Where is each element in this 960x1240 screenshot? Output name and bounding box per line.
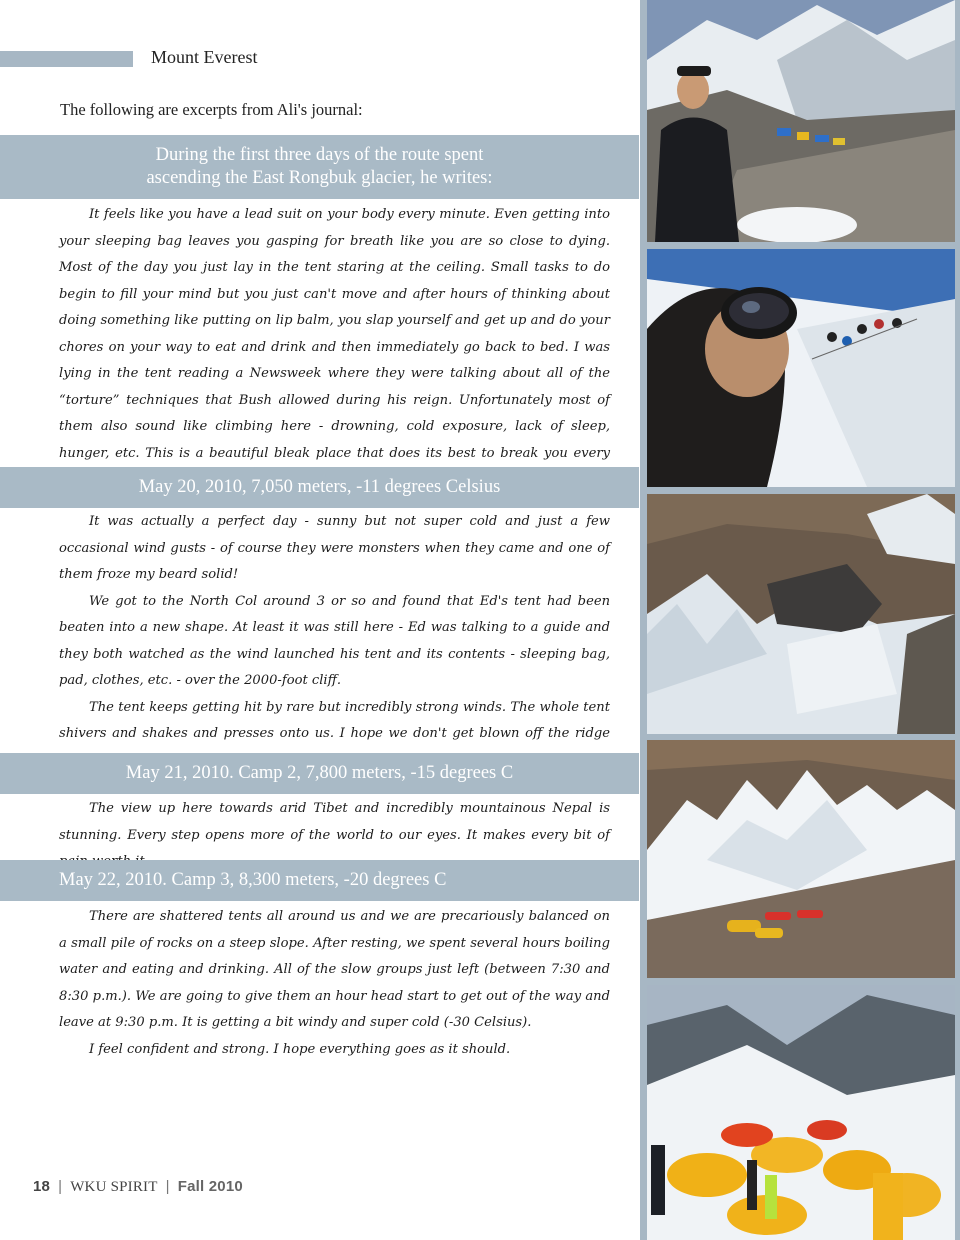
entry-paragraph: It was actually a perfect day - sunny but not super cold and just a few occasional wind gusts - of course they were monsters when they came and one of them froze my beard solid! <box>59 514 610 582</box>
photo-ice-penitentes <box>647 740 955 978</box>
journal-entry-4 <box>59 904 610 1063</box>
section-accent-bar <box>0 51 133 67</box>
entry-heading-2: May 20, 2010, 7,050 meters, -11 degrees Celsius <box>0 467 639 508</box>
photo-high-camp-tents <box>647 985 955 1240</box>
entry-paragraph: The tent keeps getting hit by rare but incredibly strong winds. The whole tent shivers and shakes and presses onto us. I hope we don't get blown off the ridge <box>59 699 610 741</box>
entry-heading-3: May 21, 2010. Camp 2, 7,800 meters, -15 degrees C <box>0 753 639 794</box>
issue-label: Fall 2010 <box>177 1178 243 1195</box>
page-number: 18 <box>33 1178 51 1195</box>
photo-climber-goggles <box>647 249 955 487</box>
footer-separator: | <box>165 1178 170 1195</box>
entry-paragraph: There are shattered tents all around us and we are precariously balanced on a small pile of rocks on a steep slope. After resting, we spent several hours boiling water and eating and drinking. All of the slow groups just left (between 7:30 and 8:30 p.m.). We are going to give them an hour head start to get out of the way and leave at 9:30 p.m. It is getting a bit windy and super cold (-30 Celsius). <box>59 909 610 1030</box>
journal-entry-2 <box>59 509 610 774</box>
entry-paragraph: We got to the North Col around 3 or so and found that Ed's tent had been beaten into a new shape. At least it was still here - Ed was talking to a guide and they both watched as the wind launched his tent and its contents - sleeping bag, pad, clothes, etc. - over the 2000-foot cliff. <box>59 593 610 688</box>
footer-separator: | <box>58 1178 63 1195</box>
magazine-name: WKU SPIRIT <box>70 1179 158 1195</box>
photo-climber-base-camp <box>647 0 955 242</box>
intro-text: The following are excerpts from Ali's journal: <box>60 100 363 119</box>
journal-entry-1 <box>59 202 610 494</box>
section-label: Mount Everest <box>151 47 258 67</box>
entry-heading-1-line-1: During the first three days of the route spent <box>155 145 484 165</box>
photo-glacier-boulder <box>647 494 955 734</box>
entry-heading-4: May 22, 2010. Camp 3, 8,300 meters, -20 degrees C <box>0 860 639 901</box>
entry-heading-1 <box>0 135 639 199</box>
entry-paragraph: The view up here towards arid Tibet and incredibly mountainous Nepal is stunning. Every step opens more of the world to our eyes. It makes every bit of <box>59 801 610 843</box>
page-footer <box>33 1178 243 1196</box>
entry-paragraph: I feel confident and strong. I hope everything goes as it should. <box>89 1041 511 1057</box>
entry-heading-1-line-2: ascending the East Rongbuk glacier, he writes: <box>146 168 493 188</box>
entry-paragraph: It feels like you have a lead suit on your body every minute. Even getting into your sleeping bag leaves you gasping for breath like you are so close to dying. Most of the day you just lay in the tent staring at the ceiling. Small tasks to do begin to fill your mind but you just can't move and after hours of thinking about doing something like putting on lip balm, you slap yourself and get up and do your chores on your way to eat and drink and then immediately go back to bed. I was lying in the tent reading a Newsweek where they were talking about all of the “torture” techniques that Bush allowed during his reign. Unfortunately most of them also sound like climbing here - drowning, cold exposure, lack of sleep, hunger, etc. This is a beautiful bleak place that does its best to break you every <box>59 207 610 461</box>
